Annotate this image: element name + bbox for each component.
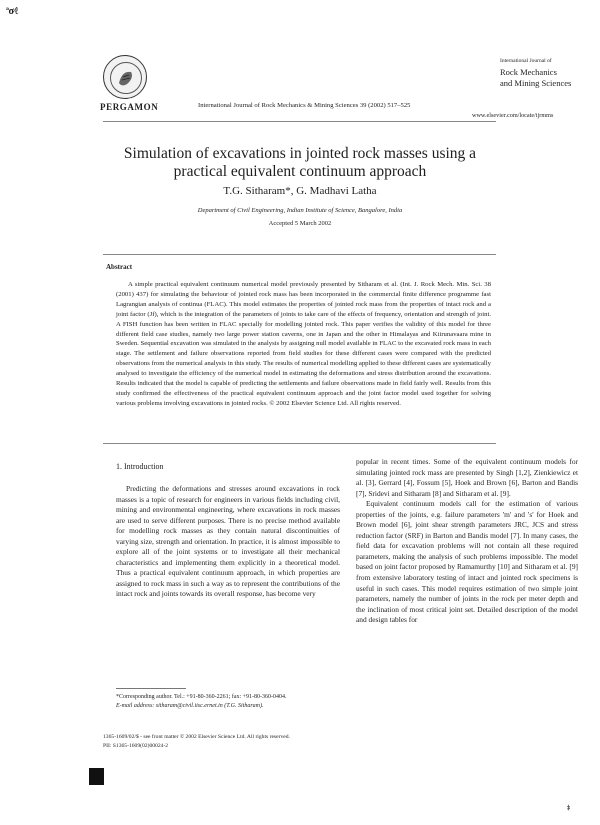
footnote-divider (116, 688, 186, 689)
section-heading-introduction: 1. Introduction (116, 462, 164, 471)
corner-scan-mark: ªσ⁄ℓ (6, 6, 18, 17)
journal-url-link[interactable]: www.elsevier.com/locate/ijrmms (472, 112, 554, 119)
abstract-bottom-divider (103, 443, 496, 444)
journal-header-title (500, 67, 571, 88)
intro-right-column (356, 457, 578, 626)
abstract-top-divider (103, 254, 496, 255)
journal-citation: International Journal of Rock Mechanics & Mining Sciences 39 (2002) 517–525 (198, 102, 411, 109)
footnote (116, 693, 340, 710)
intro-paragraph-2: Equivalent continuum models call for the estimation of various properties of the joints, e.g. failure parameters 'm' and 's' for Hoek and Brown model [6], joint shear strength parameters JRC, JCS and stress reduction factor (SRF) in Barton and Bandis model [7]. In many cases, the field data for excavation problems will not contain all these required parameters, making the analysis of such problems impossible. The model based on joint factor proposed by Ramamurthy [10] and Sitharam et al. [9] from extensive laboratory testing of intact and jointed rock specimens is useful in such cases. This model requires estimation of two simple joint parameters, namely the number of joints in the rock per meter depth and the inclination of most critical joint set. Detailed description of the model and design tables for (356, 499, 578, 625)
publisher-name: PERGAMON (100, 102, 159, 112)
scan-black-mark (89, 768, 104, 785)
page-corner-mark: ﾈ (567, 806, 571, 812)
abstract-heading: Abstract (106, 263, 133, 271)
logo-emblem-icon (110, 62, 142, 94)
intro-left-column: Predicting the deformations and stresses around excavations in rock masses is a topic of research for engineers in various fields including civil, mining and environmental engineering, where excavations in rock masses are used to serve different purposes. There is no precise method available for modelling rock masses as they contain natural discontinuities of varying size, strength and orientation. In practice, it is almost impossible to explore all of the joint systems or to investigate all their mechanical characteristics and implementing them explicitly in a theoretical model. Thus a practical equivalent continuum approach, in which properties are assigned to rock mass in such a way as to represent the contributions of the intact rock and joints towards its overall response, has become very (116, 484, 340, 599)
pii-line: PII: S1365-1609(02)00024-2 (103, 743, 169, 749)
publisher-logo (103, 55, 147, 99)
abstract-text: A simple practical equivalent continuum numerical model previously presented by Sitharam et al. (Int. J. Rock Mech. Min. Sci. 38 (2001) 437) for simulating the behaviour of jointed rock mass has been incorporated in the commercial finite difference programme fast Lagrangian analysis of continua (FLAC). This model estimates the properties of jointed rock mass from the properties of intact rock and a joint factor (Jf), which is the integration of the parameters of joints to take care of the effects of frequency, orientation and strength of joint. A FISH function has been written in FLAC specially for modelling jointed rock. This paper verifies the validity of this model for three different field case studies, namely two large power station caverns, one in Japan and the other in Himalayas and Kiirunavaara mine in Sweden. Sequential excavation was simulated in the analysis by assigning null model available in FLAC to the excavated rock mass in each stage. The settlement and failure observations reported from field studies for these different cases were compared with the predicted observations from the numerical analysis in this study. The results of numerical modelling applied to these different cases are systematically analysed to investigate the efficiency of the numerical model in estimating the deformations and stress distribution around the excavations. Results indicated that the model is capable of predicting the settlements and failure observations made in field fairly well. Results from this study confirmed the effectiveness of the practical equivalent continuum approach and the joint factor model used together for solving various problems involving excavations in jointed rocks. © 2002 Elsevier Science Ltd. All rights reserved. (116, 281, 491, 407)
header-divider (103, 121, 496, 122)
footnote-corresponding-author: *Corresponding author. Tel.: +91-80-360-2261; fax: +91-80-360-0404. (116, 694, 287, 700)
journal-header-line2: and Mining Sciences (500, 77, 572, 88)
issn-block (103, 733, 290, 751)
footnote-email: E-mail address: sitharam@civil.iisc.ernet.in (T.G. Sitharam). (116, 702, 264, 709)
journal-header-line1: Rock Mechanics (500, 67, 557, 77)
issn-copyright-line: 1365-1609/02/$ - see front matter © 2002 Elsevier Science Ltd. All rights reserved. (103, 734, 290, 740)
journal-header-small: International Journal of (500, 58, 552, 64)
intro-paragraph-1-continued: popular in recent times. Some of the equivalent continuum models for simulating jointed rock mass are presented by Singh [1,2], Zienkiewicz et al. [3], Gerrard [4], Fossum [5], Hoek and Brown [6], Barton and Bandis [7], Sridevi and Sitharam [8] and Sitharam et al. [9]. (356, 457, 578, 498)
article-authors: T.G. Sitharam*, G. Madhavi Latha (223, 185, 377, 197)
article-accepted-date: Accepted 5 March 2002 (268, 220, 332, 227)
article-affiliation: Department of Civil Engineering, Indian Institute of Science, Bangalore, India (197, 207, 403, 214)
article-title: Simulation of excavations in jointed rock masses using a practical equivalent continuum approach (123, 145, 477, 180)
